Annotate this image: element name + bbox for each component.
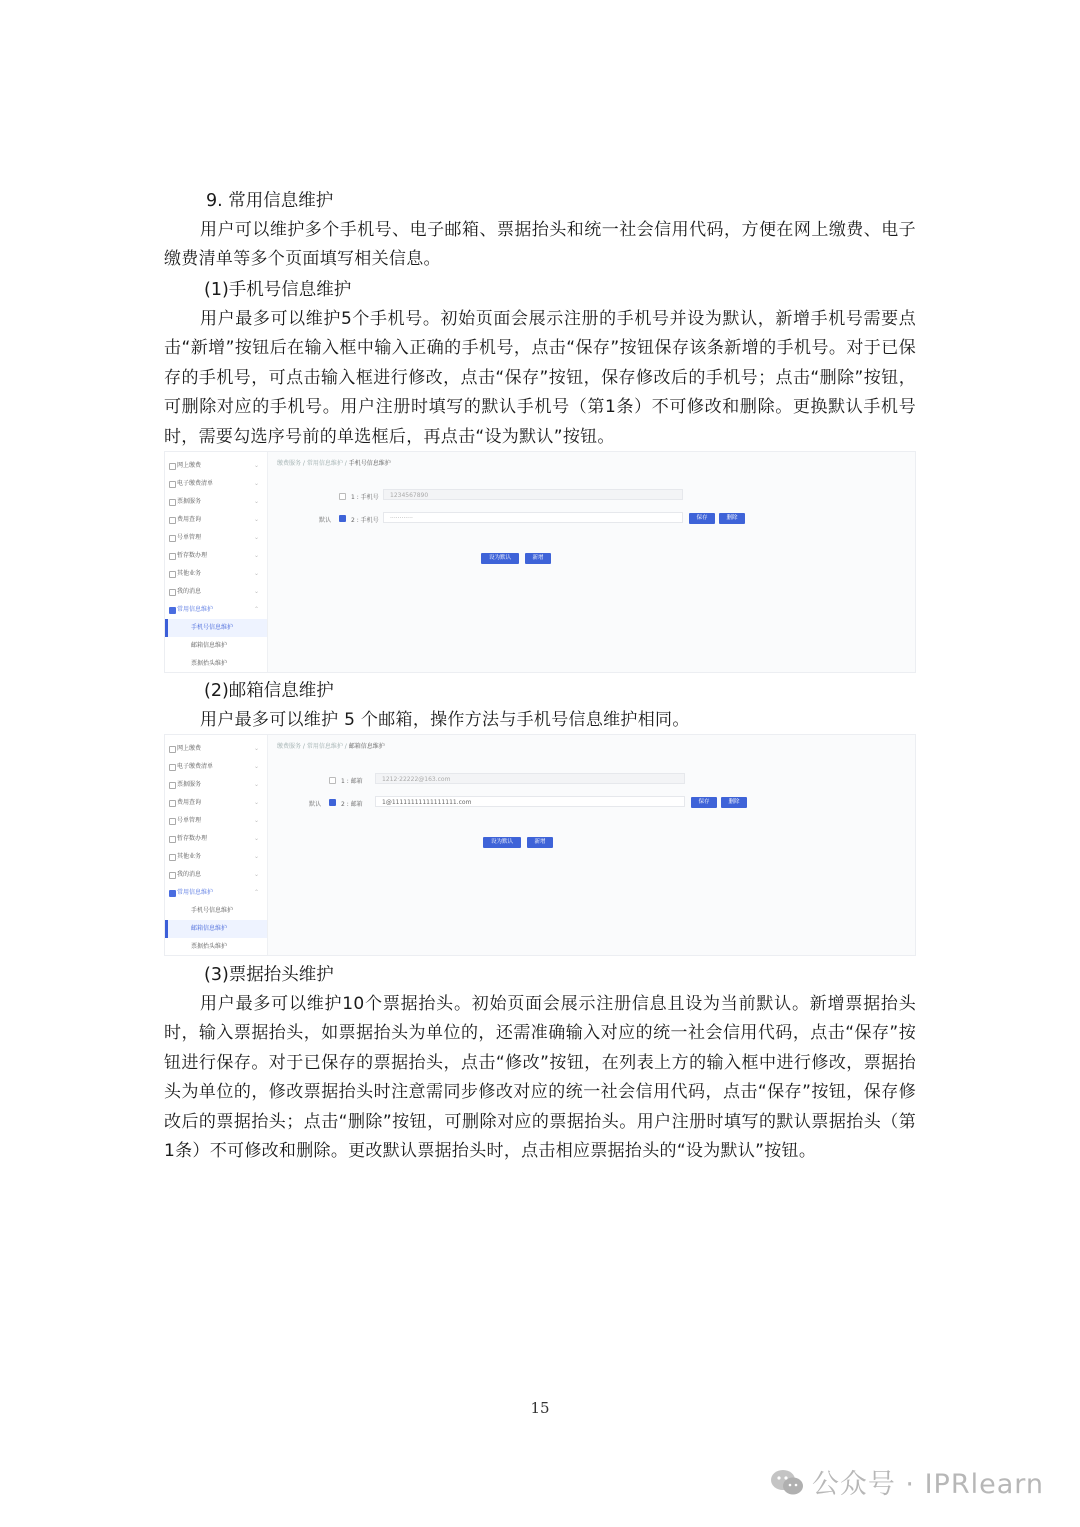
invoice-section	[164, 961, 916, 1166]
chevron-up-icon: ⌃	[253, 606, 259, 613]
sidebar-sub-active: 邮箱信息维护	[165, 920, 267, 938]
sidebar-item: 网上缴费 ⌄	[165, 740, 267, 758]
sidebar-item: 电子缴费清单 ⌄	[165, 475, 267, 493]
email-screenshot	[164, 734, 916, 956]
row-radio	[339, 493, 346, 500]
page-number: 15	[530, 1399, 550, 1417]
menu-icon	[169, 607, 176, 614]
row1-field: 1212·22222@163.com	[375, 773, 685, 784]
row2-label: 2 : 手机号	[351, 517, 379, 524]
chevron-down-icon: ⌄	[253, 552, 259, 559]
menu-icon	[169, 836, 176, 843]
sidebar-item: 电子缴费清单 ⌄	[165, 758, 267, 776]
chevron-down-icon: ⌄	[253, 570, 259, 577]
menu-icon	[169, 854, 176, 861]
menu-icon	[169, 764, 176, 771]
sidebar-item-open: 常用信息维护 ⌃	[165, 601, 267, 619]
chevron-down-icon: ⌄	[253, 498, 259, 505]
invoice-body: 用户最多可以维护10个票据抬头。初始页面会展示注册信息且设为当前默认。新增票据抬头时，输入票据抬头，如票据抬头为单位的，还需准确输入对应的统一社会信用代码，点击“保存”按钮进行保存。对于已保存的票据抬头，点击“修改”按钮，在列表上方的输入框中进行修改，票据抬头为单位的，修改票据抬头时注意需同步修改对应的统一社会信用代码，点击“保存”按钮，保存修改后的票据抬头；点击“删除”按钮，可删除对应的票据抬头。用户注册时填写的默认票据抬头（第1条）不可修改和删除。更改默认票据抬头时，点击相应票据抬头的“设为默认”按钮。	[164, 994, 916, 1162]
menu-icon	[169, 571, 176, 578]
email-heading: (2)邮箱信息维护	[204, 681, 334, 701]
chevron-down-icon: ⌄	[253, 534, 259, 541]
sidebar-sub: 手机号信息维护	[191, 907, 234, 914]
invoice-heading: (3)票据抬头维护	[204, 965, 334, 985]
screenshot-main	[271, 452, 915, 672]
chevron-down-icon: ⌄	[253, 763, 259, 770]
set-default-button: 设为默认	[483, 837, 521, 848]
chevron-down-icon: ⌄	[253, 853, 259, 860]
chevron-down-icon: ⌄	[253, 480, 259, 487]
menu-icon	[169, 890, 176, 897]
sidebar-item-open: 常用信息维护 ⌃	[165, 884, 267, 902]
sidebar-item: 我的消息 ⌄	[165, 583, 267, 601]
section-title: 9. 常用信息维护	[206, 191, 334, 211]
menu-icon	[169, 463, 176, 470]
sidebar-item: 暂存数办理 ⌄	[165, 547, 267, 565]
menu-icon	[169, 800, 176, 807]
sidebar-item: 暂存数办理 ⌄	[165, 830, 267, 848]
row-radio-checked	[329, 799, 336, 806]
sidebar-item: 费用查询 ⌄	[165, 794, 267, 812]
chevron-down-icon: ⌄	[253, 462, 259, 469]
sidebar-item: 号单管理 ⌄	[165, 812, 267, 830]
menu-icon	[169, 782, 176, 789]
chevron-down-icon: ⌄	[253, 871, 259, 878]
breadcrumb: 缴费服务 / 常用信息维护 / 手机号信息维护	[277, 460, 391, 467]
row1-label: 1 : 手机号	[351, 494, 379, 501]
watermark	[770, 1462, 1044, 1501]
chevron-down-icon: ⌄	[253, 781, 259, 788]
delete-button: 删除	[719, 513, 745, 524]
email-section	[164, 677, 916, 735]
row2-label: 2 : 邮箱	[341, 801, 363, 808]
save-button: 保存	[691, 797, 717, 808]
chevron-down-icon: ⌄	[253, 799, 259, 806]
screenshot-sidebar	[165, 735, 268, 955]
phone-section	[164, 276, 916, 452]
set-default-button: 设为默认	[481, 553, 519, 564]
sidebar-sub: 票据抬头维护	[191, 943, 228, 950]
email-body: 用户最多可以维护 5 个邮箱，操作方法与手机号信息维护相同。	[200, 710, 690, 730]
chevron-down-icon: ⌄	[253, 516, 259, 523]
phone-body: 用户最多可以维护5个手机号。初始页面会展示注册的手机号并设为默认，新增手机号需要点击“新增”按钮后在输入框中输入正确的手机号，点击“保存”按钮保存该条新增的手机号。对于已保存的手机号，可点击输入框进行修改，点击“保存”按钮，保存修改后的手机号；点击“删除”按钮，可删除对应的手机号。用户注册时填写的默认手机号（第1条）不可修改和删除。更换默认手机号时，需要勾选序号前的单选框后，再点击“设为默认”按钮。	[164, 309, 916, 447]
section-header	[164, 187, 916, 275]
delete-button: 删除	[721, 797, 747, 808]
sidebar-item: 号单管理 ⌄	[165, 529, 267, 547]
row2-field: ············	[383, 512, 683, 523]
sidebar-item: 票据服务 ⌄	[165, 493, 267, 511]
sidebar-sub: 票据抬头维护	[191, 660, 228, 667]
menu-icon	[169, 499, 176, 506]
row-radio-checked	[339, 515, 346, 522]
chevron-down-icon: ⌄	[253, 817, 259, 824]
menu-icon	[169, 535, 176, 542]
row1-label: 1 : 邮箱	[341, 778, 363, 785]
chevron-up-icon: ⌃	[253, 889, 259, 896]
menu-icon	[169, 746, 176, 753]
chevron-down-icon: ⌄	[253, 588, 259, 595]
sidebar-sub: 邮箱信息维护	[191, 642, 228, 649]
default-label: 默认	[309, 801, 322, 808]
menu-icon	[169, 589, 176, 596]
screenshot-sidebar	[165, 452, 268, 672]
menu-icon	[169, 818, 176, 825]
sidebar-item: 网上缴费 ⌄	[165, 457, 267, 475]
row2-field: 1@11111111111111111.com	[375, 796, 685, 807]
default-label: 默认	[319, 517, 332, 524]
chevron-down-icon: ⌄	[253, 835, 259, 842]
row-radio	[329, 777, 336, 784]
watermark-text: 公众号 · IPRlearn	[811, 1469, 1044, 1500]
menu-icon	[169, 553, 176, 560]
screenshot-main	[271, 735, 915, 955]
add-button: 新增	[525, 553, 551, 564]
sidebar-sub-active: 手机号信息维护	[165, 619, 267, 637]
phone-heading: (1)手机号信息维护	[204, 280, 352, 300]
breadcrumb: 缴费服务 / 常用信息维护 / 邮箱信息维护	[277, 743, 385, 750]
row1-field: 1234567890	[383, 489, 683, 500]
chevron-down-icon: ⌄	[253, 745, 259, 752]
sidebar-item: 其他业务 ⌄	[165, 565, 267, 583]
save-button: 保存	[689, 513, 715, 524]
menu-icon	[169, 517, 176, 524]
sidebar-item: 票据服务 ⌄	[165, 776, 267, 794]
wechat-logo-icon	[770, 1469, 804, 1497]
menu-icon	[169, 872, 176, 879]
section-intro: 用户可以维护多个手机号、电子邮箱、票据抬头和统一社会信用代码，方便在网上缴费、电子缴费清单等多个页面填写相关信息。	[164, 220, 916, 270]
sidebar-item: 我的消息 ⌄	[165, 866, 267, 884]
phone-screenshot	[164, 451, 916, 673]
menu-icon	[169, 481, 176, 488]
add-button: 新增	[527, 837, 553, 848]
sidebar-item: 其他业务 ⌄	[165, 848, 267, 866]
sidebar-item: 费用查询 ⌄	[165, 511, 267, 529]
